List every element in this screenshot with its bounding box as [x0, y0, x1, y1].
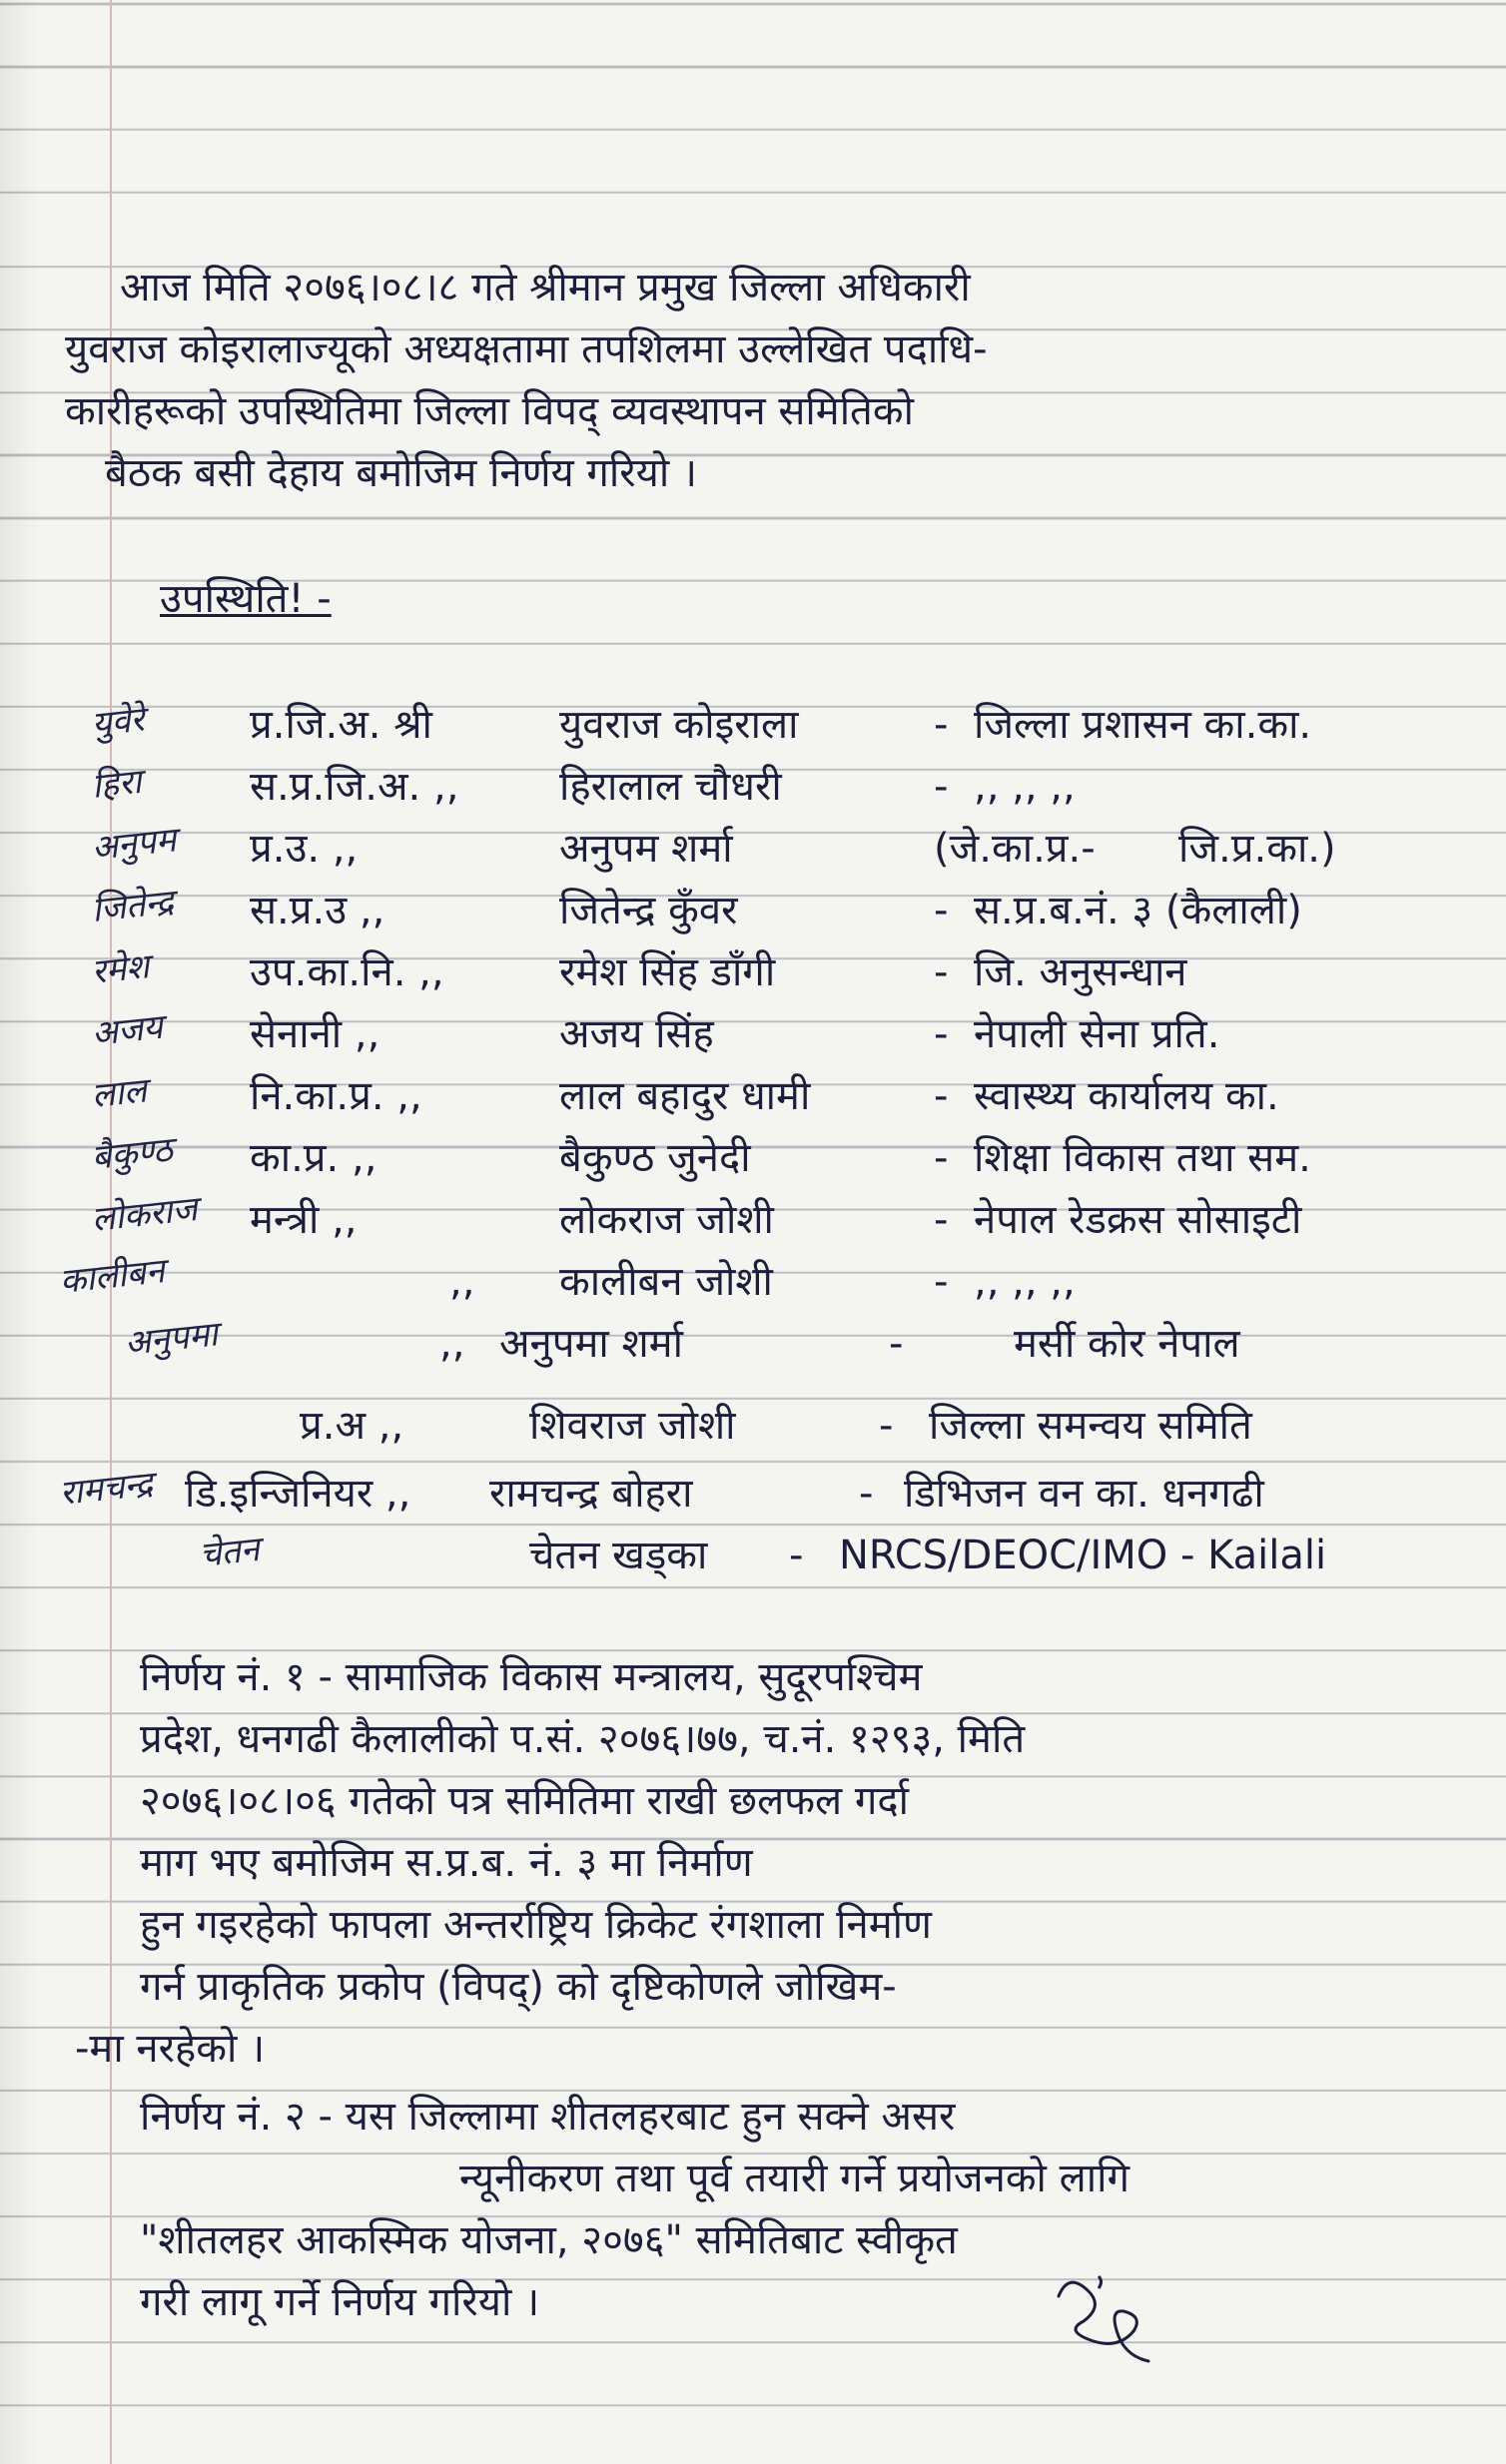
attendee-row: बैकुण्ठ का.प्र. ,, बैकुण्ठ जुनेदी - शिक्षा विकास तथा सम. — [0, 1128, 1506, 1188]
decision-2-line: न्यूनीकरण तथा पूर्व तयारी गर्ने प्रयोजनको लागि — [459, 2156, 1130, 2201]
attendee-row: अनुपमा ,, अनुपमा शर्मा - मर्सी कोर नेपाल — [0, 1314, 1506, 1374]
attendee-row: अजय सेनानी ,, अजय सिंह - नेपाली सेना प्रति. — [0, 1004, 1506, 1064]
attendee-row: अनुपम प्र.उ. ,, अनुपम शर्मा (जे.का.प्र.- जि.प्र.का.) — [0, 819, 1506, 879]
header-line: आज मिति २०७६।०८।८ गते श्रीमान प्रमुख जिल्ला अधिकारी — [120, 265, 971, 310]
signature: चेतन — [197, 1529, 262, 1575]
attendance-heading: उपस्थिति! - — [160, 576, 332, 622]
signature: जितेन्द्र — [89, 882, 176, 930]
signature: बैकुण्ठ — [89, 1129, 175, 1178]
closing-signature — [1039, 2266, 1178, 2376]
header-line: बैठक बसी देहाय बमोजिम निर्णय गरियो । — [105, 450, 698, 496]
signature: युवेरे — [89, 699, 147, 745]
header-line: युवराज कोइरालाज्यूको अध्यक्षतामा तपशिलमा उल्लेखित पदाधि- — [65, 326, 988, 372]
signature: अनुपमा — [122, 1314, 220, 1364]
attendee-row: जितेन्द्र स.प्र.उ ,, जितेन्द्र कुँवर - स.प्र.ब.नं. ३ (कैलाली) — [0, 881, 1506, 940]
signature: अजय — [89, 1006, 165, 1054]
attendee-row: रमेश उप.का.नि. ,, रमेश सिंह डाँगी - जि. अनुसन्धान — [0, 942, 1506, 1002]
attendee-row: युवेरे प्र.जि.अ. श्री युवराज कोइराला - जिल्ला प्रशासन का.का. — [0, 695, 1506, 755]
signature: रमेश — [89, 946, 152, 992]
decision-2-line: "शीतलहर आकस्मिक योजना, २०७६" समितिबाट स्वीकृत — [140, 2217, 958, 2263]
attendee-row: रामचन्द्र डि.इन्जिनियर ,, रामचन्द्र बोहरा - डिभिजन वन का. धनगढी — [0, 1464, 1506, 1524]
decision-1-line: २०७६।०८।०६ गतेको पत्र समितिमा राखी छलफल गर्दा — [140, 1778, 910, 1824]
signature: हिरा — [89, 761, 144, 807]
attendee-row: चेतन चेतन खड्का - NRCS/DEOC/IMO - Kailali — [0, 1526, 1506, 1585]
decision-1-line: प्रदेश, धनगढी कैलालीको प.सं. २०७६।७७, च.नं. १२९३, मिति — [140, 1716, 1026, 1762]
signature: कालीबन — [57, 1251, 167, 1302]
signature: लोकराज — [89, 1189, 200, 1240]
attendee-row: हिरा स.प्र.जि.अ. ,, हिरालाल चौधरी - ,, ,, ,, — [0, 757, 1506, 817]
decision-1-line: -मा नरहेको । — [75, 2026, 266, 2072]
attendee-row: लोकराज मन्त्री ,, लोकराज जोशी - नेपाल रेडक्रस सोसाइटी — [0, 1190, 1506, 1250]
signature: रामचन्द्र — [57, 1464, 155, 1514]
decision-2-line: निर्णय नं. २ - यस जिल्लामा शीतलहरबाट हुन सक्ने असर — [140, 2094, 956, 2140]
decision-1-line: गर्न प्राकृतिक प्रकोप (विपद्) को दृष्टिकोणले जोखिम- — [140, 1964, 897, 2010]
decision-1-line: माग भए बमोजिम स.प्र.ब. नं. ३ मा निर्माण — [140, 1840, 753, 1886]
signature: लाल — [89, 1070, 149, 1116]
signature: अनुपम — [89, 820, 179, 869]
attendee-row: प्र.अ ,, शिवराज जोशी - जिल्ला समन्वय समिति — [300, 1403, 1252, 1449]
header-line: कारीहरूको उपस्थितिमा जिल्ला विपद् व्यवस्थापन समितिको — [65, 388, 914, 434]
decision-2-line: गरी लागू गर्ने निर्णय गरियो । — [140, 2279, 540, 2325]
attendee-row: कालीबन ,, कालीबन जोशी - ,, ,, ,, — [0, 1252, 1506, 1312]
decision-1-line: निर्णय नं. १ - सामाजिक विकास मन्त्रालय, सुदूरपश्चिम — [140, 1654, 923, 1700]
decision-1-line: हुन गइरहेको फापला अन्तर्राष्ट्रिय क्रिकेट रंगशाला निर्माण — [140, 1902, 932, 1948]
attendee-row: लाल नि.का.प्र. ,, लाल बहादुर धामी - स्वास्थ्य कार्यालय का. — [0, 1066, 1506, 1126]
